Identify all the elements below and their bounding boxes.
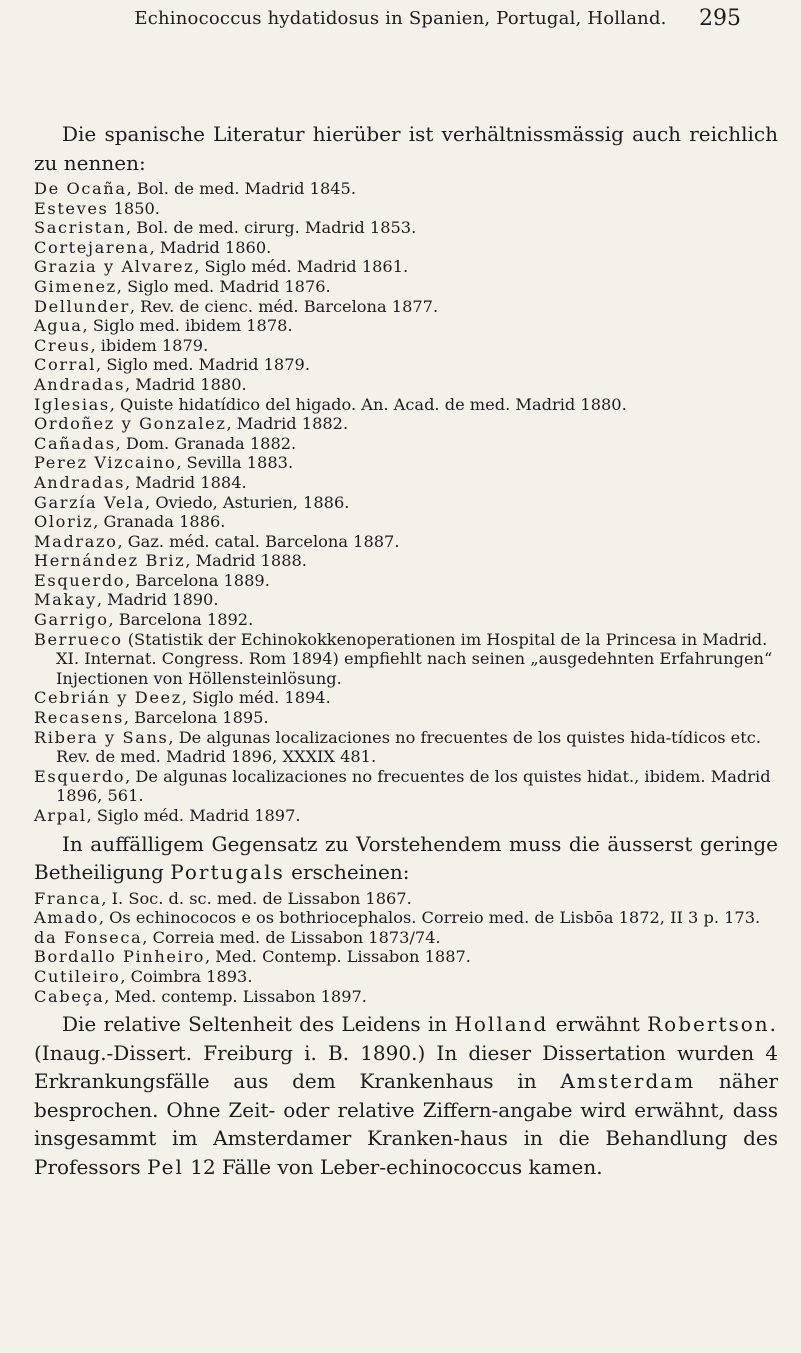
reference-details: , Madrid 1890.: [96, 590, 219, 610]
reference-entry: [34, 708, 778, 728]
reference-author: Creus: [34, 335, 91, 355]
reference-author: Ordoñez y Gonzalez: [34, 414, 227, 434]
portugal-emphasis: Portugals: [170, 860, 285, 885]
reference-author: Makay: [34, 590, 97, 610]
reference-author: Bordallo Pinheiro: [34, 947, 205, 967]
reference-author: Grazia y Alvarez: [34, 257, 195, 277]
reference-author: Garzía Vela: [34, 492, 146, 512]
reference-details: , Med. contemp. Lissabon 1897.: [104, 986, 367, 1006]
reference-entry: [34, 336, 778, 356]
reference-entry: [34, 908, 778, 928]
reference-entry: [34, 987, 778, 1007]
reference-entry: [34, 512, 778, 532]
robertson-emphasis: Robertson.: [647, 1012, 779, 1037]
reference-entry: [34, 630, 778, 689]
reference-details: , Barcelona 1889.: [125, 570, 270, 590]
reference-entry: [34, 297, 778, 317]
reference-author: Esteves: [34, 198, 109, 218]
reference-entry: [34, 395, 778, 415]
page-body: [34, 120, 778, 1181]
reference-author: Gimenez: [34, 276, 117, 296]
reference-author: Iglesias: [34, 394, 110, 414]
reference-author: Andradas: [34, 472, 125, 492]
reference-author: Garrigo: [34, 610, 109, 630]
reference-details: , Rev. de cienc. méd. Barcelona 1877.: [129, 296, 439, 316]
holland-text-1: Die relative Seltenheit des Leidens in: [62, 1012, 448, 1037]
portugal-intro-text: In auffälligem Gegensatz zu Vorstehendem muss die äusserst geringe Betheiligung: [34, 831, 778, 885]
reference-entry: [34, 257, 778, 277]
reference-author: Ribera y Sans: [34, 727, 169, 747]
reference-entry: [34, 551, 778, 571]
reference-details: , Correia med. de Lissabon 1873/74.: [142, 927, 441, 947]
reference-author: Cabeça: [34, 986, 105, 1006]
reference-author: Esquerdo: [34, 570, 126, 590]
reference-author: Perez Vizcaino: [34, 453, 177, 473]
reference-author: da Fonseca: [34, 927, 143, 947]
reference-entry: [34, 473, 778, 493]
holland-text-3: (Inaug.-Dissert. Freiburg i. B. 1890.) In dieser Dissertation wurden 4 Erkrankungsfälle aus dem Krankenhaus in: [34, 1040, 778, 1094]
reference-author: De Ocaña: [34, 179, 127, 198]
reference-entry: [34, 889, 778, 909]
reference-entry: [34, 806, 778, 826]
reference-entry: [34, 967, 778, 987]
reference-details: , Siglo med. ibidem 1878.: [82, 316, 293, 336]
reference-author: Arpal: [34, 806, 87, 825]
reference-details: , Siglo med. Madrid 1879.: [96, 355, 310, 375]
reference-details: , Os echinococos e os bothriocephalos. Correio med. de Lisbōa 1872, II 3 p. 173.: [98, 908, 761, 928]
reference-details: , Dom. Granada 1882.: [115, 433, 297, 453]
reference-entry: [34, 218, 778, 238]
reference-details: , ibidem 1879.: [90, 335, 209, 355]
reference-details: , I. Soc. d. sc. med. de Lissabon 1867.: [101, 888, 412, 908]
holland-text-5: 12 Fälle von Leber-echinococcus kamen.: [190, 1154, 603, 1179]
reference-details: 1850.: [108, 198, 160, 218]
reference-details: , Granada 1886.: [93, 512, 226, 532]
reference-entry: [34, 453, 778, 473]
reference-author: Cutileiro: [34, 966, 121, 986]
holland-paragraph: [34, 1010, 778, 1181]
reference-details: , De algunas localizaciones no frecuentes de los quistes hidat., ibidem. Madrid 1896, 561.: [56, 766, 771, 806]
reference-author: Amado: [34, 908, 99, 928]
reference-details: , De algunas localizaciones no frecuentes de los quistes hida-tídicos etc. Rev. de med. Madrid 1896, XXXIX 481.: [56, 727, 761, 767]
reference-details: , Siglo méd. 1894.: [181, 688, 331, 708]
reference-entry: [34, 414, 778, 434]
reference-author: Cebrián y Deez: [34, 688, 182, 708]
reference-entry: [34, 355, 778, 375]
reference-author: Sacristan: [34, 218, 127, 238]
reference-author: Cañadas: [34, 433, 116, 453]
reference-entry: [34, 434, 778, 454]
reference-author: Cortejarena: [34, 237, 150, 257]
reference-author: Recasens: [34, 708, 124, 728]
page-header: [0, 6, 801, 34]
reference-author: Berrueco: [34, 629, 123, 649]
reference-entry: [34, 493, 778, 513]
reference-details: , Quiste hidatídico del higado. An. Acad. de med. Madrid 1880.: [109, 394, 627, 414]
pel-emphasis: Pel: [147, 1154, 184, 1179]
reference-details: , Madrid 1880.: [125, 374, 247, 394]
reference-details: , Gaz. méd. catal. Barcelona 1887.: [117, 531, 400, 551]
portugal-reference-list: [34, 889, 778, 1007]
reference-details: , Siglo méd. Madrid 1861.: [194, 257, 409, 277]
reference-author: Esquerdo: [34, 766, 126, 786]
reference-entry: [34, 688, 778, 708]
holland-text-2: erwähnt: [555, 1012, 640, 1037]
reference-details: , Madrid 1884.: [125, 472, 247, 492]
reference-author: Hernández Briz: [34, 551, 186, 571]
reference-entry: [34, 571, 778, 591]
amsterdam-emphasis: Amsterdam: [560, 1069, 696, 1094]
reference-author: Dellunder: [34, 296, 130, 316]
running-title: Echinococcus hydatidosus in Spanien, Portugal, Holland.: [134, 8, 667, 29]
reference-details: , Coimbra 1893.: [120, 966, 253, 986]
reference-entry: [34, 199, 778, 219]
reference-details: , Bol. de med. cirurg. Madrid 1853.: [126, 218, 417, 238]
page-number: 295: [699, 6, 741, 31]
spain-intro: Die spanische Literatur hierüber ist verhältnissmässig auch reichlich zu nennen:: [34, 122, 778, 175]
reference-details: , Siglo med. Madrid 1876.: [116, 276, 331, 296]
reference-author: Oloriz: [34, 512, 94, 532]
holland-text-4: näher besprochen. Ohne Zeit- oder relative Ziffern-angabe wird erwähnt, dass insgesammt im Amsterdamer Kranken-haus in die Behandlung des Professors: [34, 1069, 779, 1179]
reference-details: (Statistik der Echinokokkenoperationen im Hospital de la Princesa in Madrid. XI. Internat. Congress. Rom 1894) empfiehlt nach seinen „ausgedehnten Erfahrungen“ Injectionen von Höllensteinlösung.: [56, 629, 773, 688]
holland-emphasis: Holland: [454, 1012, 549, 1037]
reference-details: , Siglo méd. Madrid 1897.: [86, 806, 301, 825]
portugal-intro-end: erscheinen:: [291, 860, 410, 885]
reference-entry: [34, 767, 778, 806]
reference-details: , Madrid 1860.: [149, 237, 272, 257]
reference-details: , Madrid 1888.: [185, 551, 307, 571]
reference-details: , Barcelona 1892.: [108, 610, 254, 630]
reference-author: Madrazo: [34, 531, 118, 551]
reference-entry: [34, 590, 778, 610]
reference-details: , Barcelona 1895.: [123, 708, 269, 728]
reference-entry: [34, 532, 778, 552]
reference-author: Corral: [34, 355, 97, 375]
reference-entry: [34, 277, 778, 297]
reference-entry: [34, 179, 778, 199]
portugal-intro: [34, 830, 778, 887]
reference-entry: [34, 947, 778, 967]
reference-details: , Madrid 1882.: [226, 414, 349, 434]
reference-entry: [34, 610, 778, 630]
reference-entry: [34, 316, 778, 336]
reference-details: , Oviedo, Asturien, 1886.: [145, 492, 350, 512]
reference-entry: [34, 238, 778, 258]
reference-details: , Med. Contemp. Lissabon 1887.: [205, 947, 471, 967]
reference-details: , Bol. de med. Madrid 1845.: [126, 179, 357, 198]
reference-author: Andradas: [34, 374, 125, 394]
reference-details: , Sevilla 1883.: [176, 453, 294, 473]
spain-reference-list: [34, 179, 778, 826]
reference-entry: [34, 728, 778, 767]
reference-author: Agua: [34, 316, 83, 336]
reference-author: Franca: [34, 888, 102, 908]
reference-entry: [34, 375, 778, 395]
reference-entry: [34, 928, 778, 948]
